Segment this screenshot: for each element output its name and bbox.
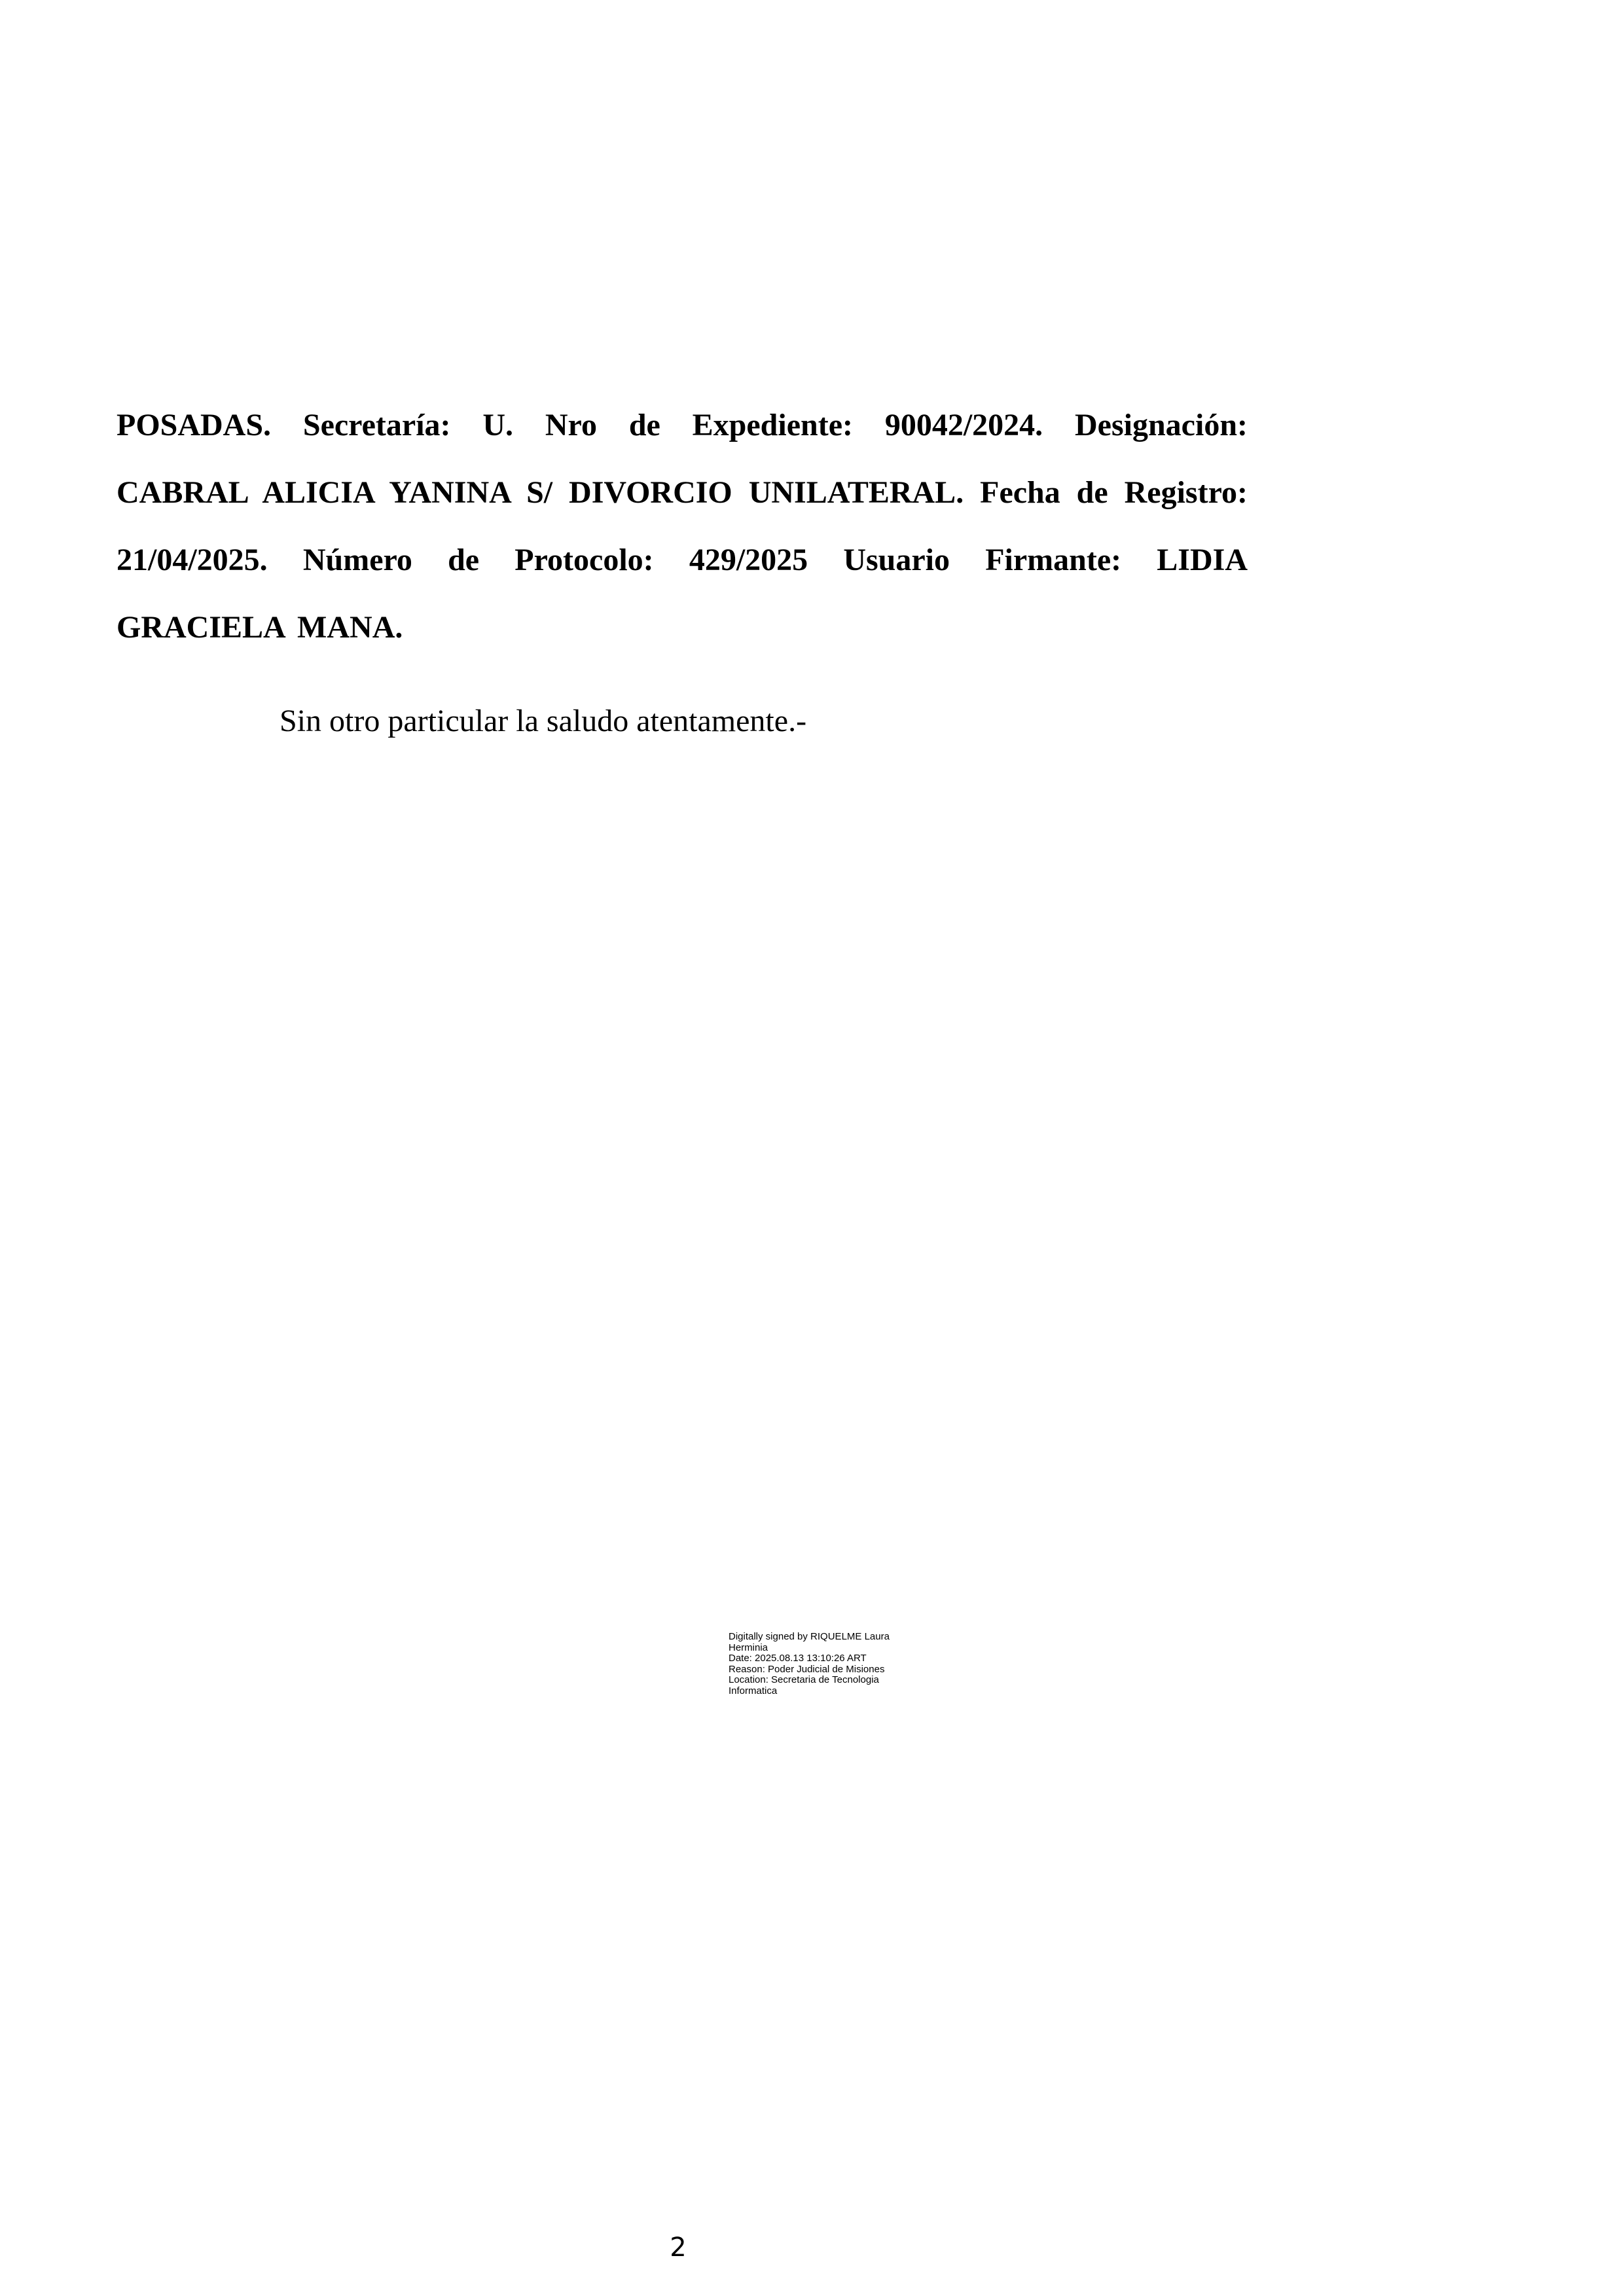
signature-line: Date: 2025.08.13 13:10:26 ART <box>729 1653 867 1664</box>
page-number: 2 <box>670 2233 687 2263</box>
body-line: POSADAS. Secretaría: U. Nro de Expediente: 90042/2024. Designación: <box>117 408 1248 442</box>
signature-line: Reason: Poder Judicial de Misiones <box>729 1663 885 1675</box>
digital-signature-block <box>729 1632 938 1696</box>
signature-line: Informatica <box>729 1685 778 1696</box>
body-line: CABRAL ALICIA YANINA S/ DIVORCIO UNILATERAL. Fecha de Registro: <box>117 475 1248 510</box>
signature-line: Digitally signed by RIQUELME Laura <box>729 1631 890 1642</box>
signature-line: Herminia <box>729 1641 768 1653</box>
body-line: GRACIELA MANA. <box>117 610 403 645</box>
body-paragraph <box>117 391 1248 661</box>
signature-line: Location: Secretaria de Tecnologia <box>729 1674 879 1685</box>
body-line: 21/04/2025. Número de Protocolo: 429/2025 Usuario Firmante: LIDIA <box>117 543 1248 577</box>
closing-salutation: Sin otro particular la saludo atentamente.- <box>280 704 807 738</box>
